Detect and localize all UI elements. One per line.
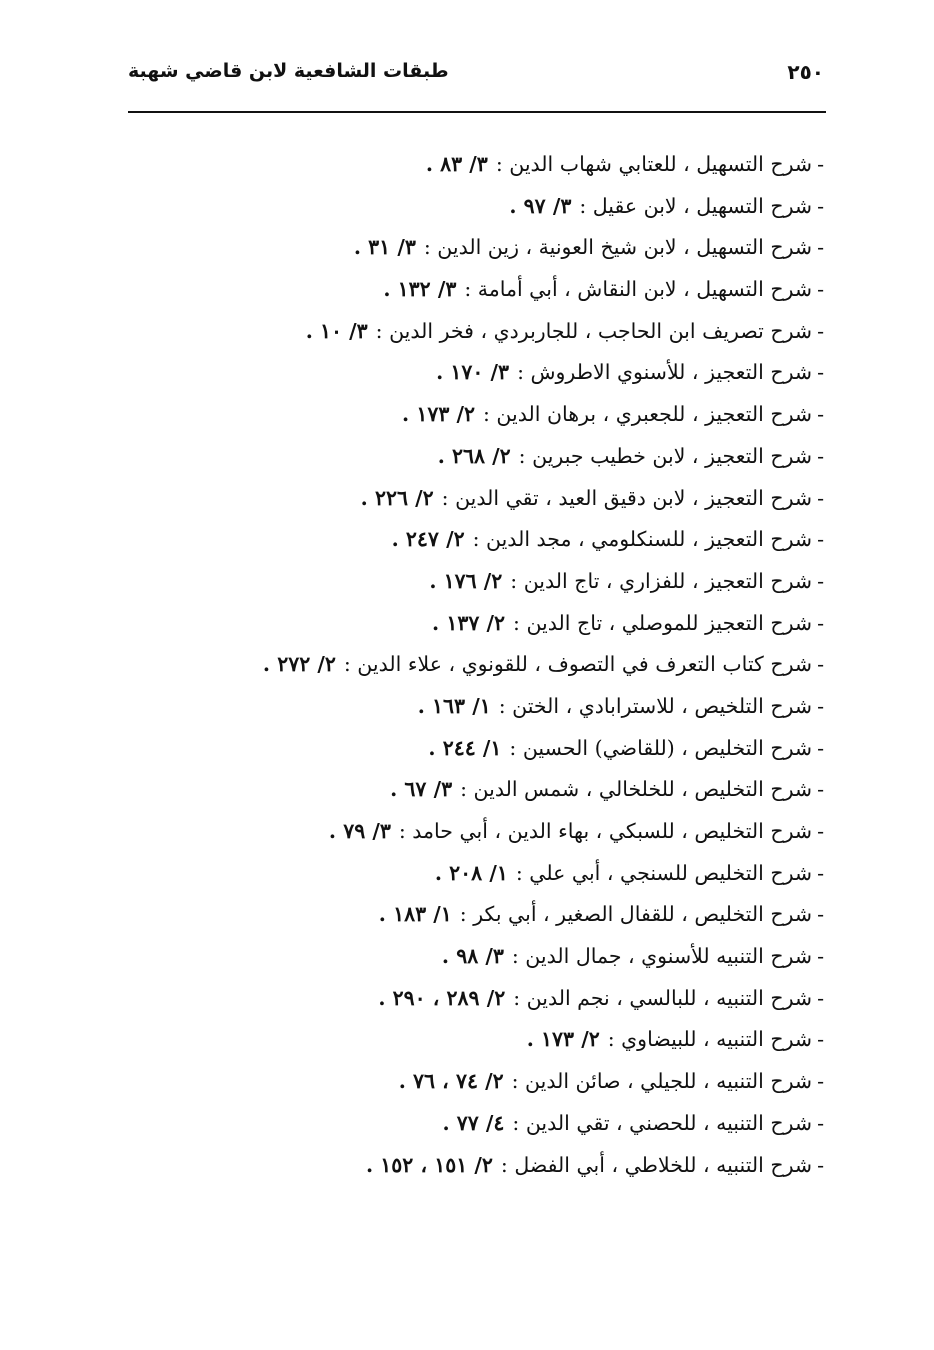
entry-dash: - (817, 1110, 824, 1135)
entry-title: شرح التسهيل ، لابن شيخ العونية ، زين الدين : (423, 235, 813, 260)
entry-dash: - (817, 1069, 824, 1094)
entry-reference: ٣/ ٣١ . (353, 235, 416, 260)
entry-title: شرح التنبيه ، للجيلي ، صائن الدين : (511, 1069, 813, 1094)
entry-dash: - (817, 777, 824, 802)
entry-dash: - (817, 610, 824, 635)
index-entry (263, 436, 824, 478)
entry-title: شرح التنبيه ، للبالسي ، نجم الدين : (513, 985, 813, 1010)
entry-dash: - (817, 693, 824, 718)
index-entry (263, 1019, 824, 1061)
entry-title: شرح التسهيل ، للعتابي شهاب الدين : (495, 152, 813, 176)
entry-dash: - (817, 277, 824, 302)
entry-reference: ١/ ١٦٣ . (417, 693, 491, 718)
entry-title: شرح كتاب التعرف في التصوف ، للقونوي ، علاء الدين : (343, 652, 813, 677)
entry-reference: ٣/ ٩٧ . (509, 193, 572, 218)
entry-title: شرح تصريف ابن الحاجب ، للجاربردي ، فخر الدين : (375, 318, 813, 343)
entry-reference: ٢/ ١٧٣ . (402, 402, 475, 427)
entry-title: شرح التعجيز ، للجعبري ، برهان الدين : (483, 402, 813, 427)
index-entry (263, 352, 824, 394)
index-entry (263, 394, 824, 436)
entry-title: شرح التنبيه ، للخلاطي ، أبي الفضل : (500, 1152, 813, 1177)
index-entry (263, 1061, 824, 1103)
running-title: طبقات الشافعية لابن قاضي شهبة (128, 60, 449, 82)
entry-reference: ٢/ ٢٨٩ ، ٢٩٠ . (378, 985, 506, 1010)
index-entry (263, 478, 824, 520)
entry-title: شرح التخليص للسنجي ، أبي علي : (515, 860, 813, 885)
entry-title: شرح التسهيل ، لابن النقاش ، أبي أمامة : (464, 277, 813, 302)
index-entry (263, 519, 824, 561)
entry-reference: ٣/ ٨٣ . (425, 152, 488, 176)
entry-reference: ٢/ ٢٦٨ . (437, 443, 511, 468)
entry-dash: - (817, 318, 824, 343)
index-entry (263, 1145, 824, 1187)
page-header (128, 58, 824, 110)
index-entry (263, 686, 824, 728)
entry-dash: - (817, 152, 824, 176)
entry-title: شرح التخليص ، للقفال الصغير ، أبي بكر : (459, 902, 813, 927)
index-entry (263, 186, 824, 228)
entry-title: شرح التخليص ، للسبكي ، بهاء الدين ، أبي حامد : (398, 819, 813, 843)
entry-reference: ٢/ ١٧٦ . (429, 568, 503, 593)
entry-title: شرح التعجيز ، لابن دقيق العيد ، تقي الدين : (441, 485, 813, 510)
entry-title: شرح التعجيز للموصلي ، تاج الدين : (513, 610, 813, 635)
entry-reference: ٣/ ١٣٢ . (383, 277, 457, 302)
entry-dash: - (817, 860, 824, 885)
entry-reference: ١/ ٢٠٨ . (434, 860, 508, 885)
index-entry (263, 769, 824, 811)
entry-title: شرح التنبيه ، للبيضاوي : (607, 1027, 813, 1052)
entry-title: شرح التسهيل ، لابن عقيل : (579, 193, 813, 218)
entry-dash: - (817, 485, 824, 510)
entry-dash: - (817, 652, 824, 677)
entry-title: شرح التلخيص ، للاسترابادي ، الختن : (498, 693, 813, 718)
entry-dash: - (817, 527, 824, 552)
index-entry (263, 811, 824, 853)
header-divider (128, 111, 826, 113)
entry-reference: ٣/ ٩٨ . (441, 944, 504, 969)
entry-dash: - (817, 360, 824, 385)
index-entry (263, 728, 824, 770)
index-entry (263, 936, 824, 978)
entry-dash: - (817, 735, 824, 760)
entry-reference: ٢/ ٢٧٢ . (262, 652, 336, 677)
page-number: ٢٥٠ (787, 60, 824, 84)
index-entry (263, 603, 824, 645)
index-entry (263, 644, 824, 686)
index-entry (263, 269, 824, 311)
entry-title: شرح التعجيز ، للأسنوي الاطروش : (517, 360, 813, 385)
index-entry (263, 227, 824, 269)
entry-dash: - (817, 235, 824, 260)
entry-dash: - (817, 443, 824, 468)
entry-reference: ٢/ ٢٤٧ . (391, 527, 465, 552)
index-entry (263, 894, 824, 936)
entry-reference: ٣/ ١٧٠ . (436, 360, 510, 385)
entry-title: شرح التنبيه ، للحصني ، تقي الدين : (512, 1110, 813, 1135)
entry-reference: ٢/ ١٧٣ . (526, 1027, 600, 1052)
entry-dash: - (817, 944, 824, 969)
entry-dash: - (817, 1152, 824, 1177)
entry-reference: ٣/ ٦٧ . (390, 777, 453, 802)
entry-reference: ١/ ٢٤٤ . (428, 735, 502, 760)
entry-dash: - (817, 193, 824, 218)
entry-reference: ٢/ ٧٤ ، ٧٦ . (398, 1069, 504, 1094)
entry-reference: ٢/ ١٣٧ . (432, 610, 506, 635)
entry-dash: - (817, 985, 824, 1010)
entry-title: شرح التخليص ، (للقاضي) الحسين : (509, 735, 813, 760)
index-entry (263, 311, 824, 353)
entry-title: شرح التعجيز ، لابن خطيب جبرين : (518, 443, 813, 468)
entry-title: شرح التنبيه للأسنوي ، جمال الدين : (511, 944, 813, 969)
entry-reference: ٢/ ٢٢٦ . (360, 485, 434, 510)
entry-reference: ٤/ ٧٧ . (442, 1110, 505, 1135)
entry-dash: - (817, 819, 824, 843)
entry-reference: ٣/ ١٠ . (305, 318, 368, 343)
entry-dash: - (817, 1027, 824, 1052)
entry-reference: ٢/ ١٥١ ، ١٥٢ . (366, 1152, 493, 1177)
index-entry (263, 144, 824, 186)
entry-dash: - (817, 402, 824, 427)
entry-dash: - (817, 568, 824, 593)
index-entry (263, 978, 824, 1020)
index-entry (263, 853, 824, 895)
entry-reference: ٣/ ٧٩ . (328, 819, 391, 843)
index-entry (263, 1103, 824, 1145)
entry-title: شرح التخليص ، للخلخالي ، شمس الدين : (460, 777, 813, 802)
entry-title: شرح التعجيز ، للفزاري ، تاج الدين : (510, 568, 813, 593)
entry-title: شرح التعجيز ، للسنكلومي ، مجد الدين : (472, 527, 813, 552)
entry-dash: - (817, 902, 824, 927)
index-entries-list (263, 144, 824, 1186)
entry-reference: ١/ ١٨٣ . (378, 902, 452, 927)
index-entry (263, 561, 824, 603)
